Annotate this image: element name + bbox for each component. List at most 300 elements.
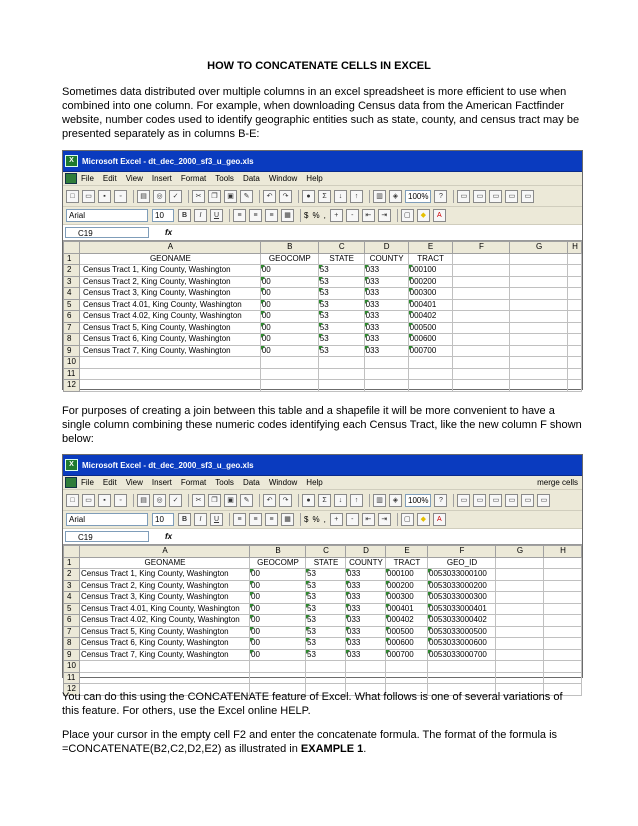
cell[interactable] [79,368,260,380]
workbook-icon[interactable] [65,477,77,488]
cell[interactable]: Census Tract 7, King County, Washington [80,649,250,661]
column-header-b[interactable]: B [260,242,318,254]
menu-view[interactable]: View [125,478,143,487]
cell-header-state[interactable]: STATE [318,253,364,265]
borders-icon[interactable]: ▢ [401,513,414,526]
cell[interactable] [496,569,544,581]
cell[interactable]: Census Tract 1, King County, Washington [79,265,260,277]
reviewing-icon-5[interactable]: ▭ [521,190,534,203]
cell[interactable] [510,299,568,311]
print-icon[interactable]: ▤ [137,190,150,203]
select-all-corner[interactable] [64,546,80,558]
cell[interactable]: 000700 [386,649,428,661]
cell[interactable] [544,615,582,627]
cell[interactable] [567,334,581,346]
row-header[interactable]: 6 [64,615,80,627]
font-color-icon[interactable]: A [433,513,446,526]
cell[interactable] [260,357,318,369]
cell[interactable] [386,672,428,684]
cell[interactable]: 00 [250,649,306,661]
row-header[interactable]: 10 [64,661,80,673]
sort-asc-icon[interactable]: ↓ [334,190,347,203]
cell[interactable] [496,672,544,684]
cell[interactable] [346,672,386,684]
cell[interactable] [452,311,510,323]
italic-button[interactable]: I [194,209,207,222]
cell[interactable]: Census Tract 6, King County, Washington [79,334,260,346]
autosum-icon[interactable]: Σ [318,494,331,507]
row-header[interactable]: 11 [64,368,80,380]
cell[interactable] [364,357,408,369]
decrease-indent-icon[interactable]: ⇤ [362,209,375,222]
undo-icon[interactable]: ↶ [263,494,276,507]
column-header-c[interactable]: C [306,546,346,558]
cell-header-state[interactable]: STATE [306,557,346,569]
paste-icon[interactable]: ▣ [224,494,237,507]
cell[interactable] [496,626,544,638]
cell[interactable] [510,322,568,334]
cell[interactable] [318,357,364,369]
row-header[interactable]: 2 [64,569,80,581]
sort-desc-icon[interactable]: ↑ [350,494,363,507]
open-icon[interactable]: ▭ [82,190,95,203]
cell[interactable]: 000500 [408,322,452,334]
decrease-decimal-icon[interactable]: - [346,513,359,526]
cell[interactable]: 000100 [386,569,428,581]
cell[interactable] [510,368,568,380]
cell[interactable] [567,299,581,311]
cell[interactable]: 00 [250,592,306,604]
decrease-decimal-icon[interactable]: - [346,209,359,222]
underline-button[interactable]: U [210,209,223,222]
font-size-select[interactable]: 10 [152,513,174,526]
fx-icon[interactable]: fx [165,228,173,237]
increase-indent-icon[interactable]: ⇥ [378,513,391,526]
row-header[interactable]: 11 [64,672,80,684]
cell[interactable] [452,265,510,277]
redo-icon[interactable]: ↷ [279,190,292,203]
row-header[interactable]: 12 [64,380,80,392]
cell[interactable]: 53 [306,569,346,581]
comma-button[interactable]: , [323,515,326,524]
cell[interactable]: 00 [250,626,306,638]
column-header-e[interactable]: E [408,242,452,254]
cell[interactable] [452,288,510,300]
cell[interactable]: 000401 [386,603,428,615]
cell[interactable] [80,661,250,673]
cell[interactable]: 033 [364,288,408,300]
column-header-d[interactable]: D [364,242,408,254]
cell[interactable]: 000600 [408,334,452,346]
cell[interactable]: 000200 [386,580,428,592]
paste-icon[interactable]: ▣ [224,190,237,203]
cell[interactable]: 0053033000200 [428,580,496,592]
print-preview-icon[interactable]: ◎ [153,190,166,203]
cell[interactable] [452,322,510,334]
cell[interactable]: 00 [260,334,318,346]
cell[interactable]: 00 [260,288,318,300]
cell[interactable] [544,592,582,604]
cell[interactable]: 00 [260,276,318,288]
chart-wizard-icon[interactable]: ▥ [373,494,386,507]
cell[interactable]: 53 [306,592,346,604]
cell[interactable] [510,357,568,369]
cell[interactable]: 033 [346,603,386,615]
currency-button[interactable]: $ [304,211,309,220]
cell[interactable] [510,253,568,265]
cell[interactable] [408,357,452,369]
cell[interactable]: 00 [260,345,318,357]
cell-header-geoname[interactable]: GEONAME [79,253,260,265]
copy-icon[interactable]: ❐ [208,190,221,203]
increase-indent-icon[interactable]: ⇥ [378,209,391,222]
comma-button[interactable]: , [323,211,326,220]
cell[interactable] [496,638,544,650]
cell[interactable]: Census Tract 7, King County, Washington [79,345,260,357]
cell[interactable]: 033 [364,299,408,311]
font-color-icon[interactable]: A [433,209,446,222]
column-header-d[interactable]: D [346,546,386,558]
column-header-g[interactable]: G [510,242,568,254]
cell[interactable]: Census Tract 6, King County, Washington [80,638,250,650]
row-header[interactable]: 3 [64,580,80,592]
cell[interactable]: Census Tract 2, King County, Washington [80,580,250,592]
decrease-indent-icon[interactable]: ⇤ [362,513,375,526]
cell[interactable]: 53 [306,580,346,592]
cell[interactable] [510,334,568,346]
cell[interactable]: 033 [364,345,408,357]
cell[interactable] [452,345,510,357]
cell[interactable] [567,265,581,277]
cell[interactable]: 53 [318,276,364,288]
menu-window[interactable]: Window [268,174,298,183]
cell[interactable]: 00 [250,615,306,627]
reviewing-icon-2[interactable]: ▭ [473,190,486,203]
cell[interactable] [496,592,544,604]
row-header[interactable]: 3 [64,276,80,288]
name-box[interactable]: C19 [65,227,149,238]
cell[interactable]: 000300 [386,592,428,604]
cell[interactable]: Census Tract 1, King County, Washington [80,569,250,581]
cell[interactable] [318,368,364,380]
cell[interactable]: 53 [318,299,364,311]
cell[interactable] [452,368,510,380]
autosum-icon[interactable]: Σ [318,190,331,203]
cell[interactable]: 00 [250,638,306,650]
row-header[interactable]: 1 [64,253,80,265]
format-painter-icon[interactable]: ✎ [240,190,253,203]
row-header[interactable]: 9 [64,345,80,357]
row-header[interactable]: 8 [64,638,80,650]
cell[interactable] [452,357,510,369]
fill-color-icon[interactable]: ◆ [417,513,430,526]
align-left-icon[interactable]: ≡ [233,513,246,526]
cell[interactable]: 0053033000300 [428,592,496,604]
row-header[interactable]: 7 [64,322,80,334]
hyperlink-icon[interactable]: ● [302,190,315,203]
cell[interactable] [510,265,568,277]
cell[interactable] [260,380,318,392]
menu-edit[interactable]: Edit [102,174,117,183]
permission-icon[interactable]: ◦ [114,494,127,507]
hyperlink-icon[interactable]: ● [302,494,315,507]
cell[interactable]: 0053033000500 [428,626,496,638]
cell[interactable] [428,672,496,684]
cell[interactable] [567,345,581,357]
cell[interactable] [510,311,568,323]
column-header-a[interactable]: A [80,546,250,558]
cell[interactable] [452,334,510,346]
cell[interactable]: 00 [260,322,318,334]
cell[interactable] [567,253,581,265]
cell[interactable]: 00 [260,265,318,277]
cell[interactable]: 000600 [386,638,428,650]
row-header[interactable]: 5 [64,299,80,311]
merge-center-icon[interactable]: ▦ [281,513,294,526]
menu-view[interactable]: View [125,174,143,183]
menu-tools[interactable]: Tools [215,478,234,487]
align-right-icon[interactable]: ≡ [265,513,278,526]
cell[interactable] [250,672,306,684]
cell[interactable]: 53 [306,615,346,627]
cell[interactable] [452,253,510,265]
chart-wizard-icon[interactable]: ▥ [373,190,386,203]
menu-insert[interactable]: Insert [151,478,172,487]
column-header-f[interactable]: F [428,546,496,558]
cell[interactable] [567,357,581,369]
cell[interactable]: 00 [250,603,306,615]
cut-icon[interactable]: ✂ [192,190,205,203]
menu-help[interactable]: Help [306,478,323,487]
cell[interactable] [510,288,568,300]
column-header-f[interactable]: F [452,242,510,254]
cell[interactable]: 033 [346,615,386,627]
underline-button[interactable]: U [210,513,223,526]
cell[interactable]: Census Tract 4.02, King County, Washington [79,311,260,323]
cell[interactable]: 0053033000401 [428,603,496,615]
increase-decimal-icon[interactable]: + [330,513,343,526]
cell[interactable] [260,368,318,380]
font-name-select[interactable]: Arial [66,513,148,526]
cell[interactable]: 53 [306,603,346,615]
cell[interactable] [306,672,346,684]
zoom-select[interactable]: 100% [405,190,431,203]
open-icon[interactable]: ▭ [82,494,95,507]
menu-data[interactable]: Data [242,478,260,487]
cell[interactable]: 0053033000600 [428,638,496,650]
font-name-select[interactable]: Arial [66,209,148,222]
cell[interactable]: 000402 [408,311,452,323]
cell[interactable] [544,580,582,592]
sort-desc-icon[interactable]: ↑ [350,190,363,203]
cell[interactable]: 033 [364,322,408,334]
cell[interactable]: Census Tract 5, King County, Washington [79,322,260,334]
align-left-icon[interactable]: ≡ [233,209,246,222]
cell[interactable]: 0053033000700 [428,649,496,661]
merge-cells-label[interactable]: merge cells [537,478,578,487]
cell[interactable]: 00 [260,299,318,311]
cell[interactable] [496,603,544,615]
align-right-icon[interactable]: ≡ [265,209,278,222]
format-painter-icon[interactable]: ✎ [240,494,253,507]
cell[interactable]: Census Tract 4.01, King County, Washington [80,603,250,615]
row-header[interactable]: 8 [64,334,80,346]
cell[interactable]: 033 [346,580,386,592]
bold-button[interactable]: B [178,209,191,222]
spelling-icon[interactable]: ✓ [169,494,182,507]
cell[interactable]: 000402 [386,615,428,627]
menu-window[interactable]: Window [268,478,298,487]
cell-header-geocomp[interactable]: GEOCOMP [260,253,318,265]
cell[interactable] [452,299,510,311]
bold-button[interactable]: B [178,513,191,526]
cell[interactable] [567,276,581,288]
cell[interactable]: 53 [306,638,346,650]
currency-button[interactable]: $ [304,515,309,524]
cut-icon[interactable]: ✂ [192,494,205,507]
cell[interactable]: 000700 [408,345,452,357]
fill-color-icon[interactable]: ◆ [417,209,430,222]
cell[interactable]: 000401 [408,299,452,311]
save-icon[interactable]: ▪ [98,190,111,203]
reviewing-icon-2[interactable]: ▭ [473,494,486,507]
row-header[interactable]: 4 [64,288,80,300]
cell-header-geocomp[interactable]: GEOCOMP [250,557,306,569]
reviewing-icon[interactable]: ▭ [457,494,470,507]
cell[interactable]: 53 [318,334,364,346]
italic-button[interactable]: I [194,513,207,526]
cell[interactable] [544,638,582,650]
cell[interactable]: 53 [318,288,364,300]
fx-icon[interactable]: fx [165,532,173,541]
name-box[interactable]: C19 [65,531,149,542]
row-header[interactable]: 7 [64,626,80,638]
cell[interactable] [386,661,428,673]
cell[interactable] [408,368,452,380]
cell[interactable] [496,649,544,661]
cell-header-tract[interactable]: TRACT [408,253,452,265]
copy-icon[interactable]: ❐ [208,494,221,507]
cell-header-geoname[interactable]: GEONAME [80,557,250,569]
cell[interactable] [544,603,582,615]
cell[interactable]: 033 [364,311,408,323]
cell[interactable]: 53 [318,322,364,334]
cell[interactable]: Census Tract 3, King County, Washington [79,288,260,300]
cell[interactable]: Census Tract 4.01, King County, Washington [79,299,260,311]
font-size-select[interactable]: 10 [152,209,174,222]
cell[interactable] [364,380,408,392]
cell[interactable] [428,661,496,673]
cell[interactable] [567,380,581,392]
menu-format[interactable]: Format [180,478,207,487]
cell-header-geo-id[interactable]: GEO_ID [428,557,496,569]
borders-icon[interactable]: ▢ [401,209,414,222]
cell[interactable]: Census Tract 5, King County, Washington [80,626,250,638]
row-header[interactable]: 10 [64,357,80,369]
reviewing-icon-4[interactable]: ▭ [505,190,518,203]
print-preview-icon[interactable]: ◎ [153,494,166,507]
cell[interactable] [318,380,364,392]
cell[interactable] [79,380,260,392]
cell[interactable] [567,368,581,380]
menu-data[interactable]: Data [242,174,260,183]
cell[interactable] [452,380,510,392]
cell[interactable] [346,661,386,673]
row-header[interactable]: 4 [64,592,80,604]
drawing-icon[interactable]: ◈ [389,494,402,507]
cell[interactable] [496,580,544,592]
cell[interactable]: 53 [318,265,364,277]
menu-help[interactable]: Help [306,174,323,183]
reviewing-icon-6[interactable]: ▭ [537,494,550,507]
column-header-h[interactable]: H [544,546,582,558]
cell[interactable]: Census Tract 3, King County, Washington [80,592,250,604]
cell[interactable]: 033 [364,334,408,346]
cell[interactable] [80,672,250,684]
redo-icon[interactable]: ↷ [279,494,292,507]
increase-decimal-icon[interactable]: + [330,209,343,222]
cell[interactable] [364,368,408,380]
cell[interactable] [544,672,582,684]
cell[interactable]: 033 [346,626,386,638]
cell[interactable]: Census Tract 2, King County, Washington [79,276,260,288]
menu-edit[interactable]: Edit [102,478,117,487]
reviewing-icon-3[interactable]: ▭ [489,494,502,507]
workbook-icon[interactable] [65,173,77,184]
cell-header-county[interactable]: COUNTY [364,253,408,265]
cell[interactable] [567,311,581,323]
row-header[interactable]: 5 [64,603,80,615]
row-header[interactable]: 1 [64,557,80,569]
cell[interactable]: 53 [306,626,346,638]
menu-file[interactable]: File [81,174,94,183]
cell[interactable] [567,288,581,300]
reviewing-icon[interactable]: ▭ [457,190,470,203]
undo-icon[interactable]: ↶ [263,190,276,203]
reviewing-icon-4[interactable]: ▭ [505,494,518,507]
sort-asc-icon[interactable]: ↓ [334,494,347,507]
cell[interactable]: 033 [364,276,408,288]
cell-header-county[interactable]: COUNTY [346,557,386,569]
menu-tools[interactable]: Tools [215,174,234,183]
cell[interactable] [496,557,544,569]
row-header[interactable]: 2 [64,265,80,277]
cell[interactable]: 000300 [408,288,452,300]
cell[interactable] [496,615,544,627]
new-icon[interactable]: □ [66,494,79,507]
cell[interactable]: 033 [346,569,386,581]
cell[interactable]: 000200 [408,276,452,288]
help-icon[interactable]: ? [434,190,447,203]
cell[interactable] [544,626,582,638]
menu-file[interactable]: File [81,478,94,487]
percent-button[interactable]: % [312,211,320,220]
reviewing-icon-5[interactable]: ▭ [521,494,534,507]
reviewing-icon-3[interactable]: ▭ [489,190,502,203]
cell[interactable]: 000500 [386,626,428,638]
cell[interactable]: 0053033000100 [428,569,496,581]
column-header-a[interactable]: A [79,242,260,254]
cell[interactable]: 00 [250,580,306,592]
cell[interactable]: 53 [306,649,346,661]
row-header[interactable]: 12 [64,684,80,696]
cell[interactable] [544,557,582,569]
cell[interactable] [544,649,582,661]
cell[interactable] [79,357,260,369]
permission-icon[interactable]: ◦ [114,190,127,203]
align-center-icon[interactable]: ≡ [249,209,262,222]
cell[interactable]: 00 [250,569,306,581]
